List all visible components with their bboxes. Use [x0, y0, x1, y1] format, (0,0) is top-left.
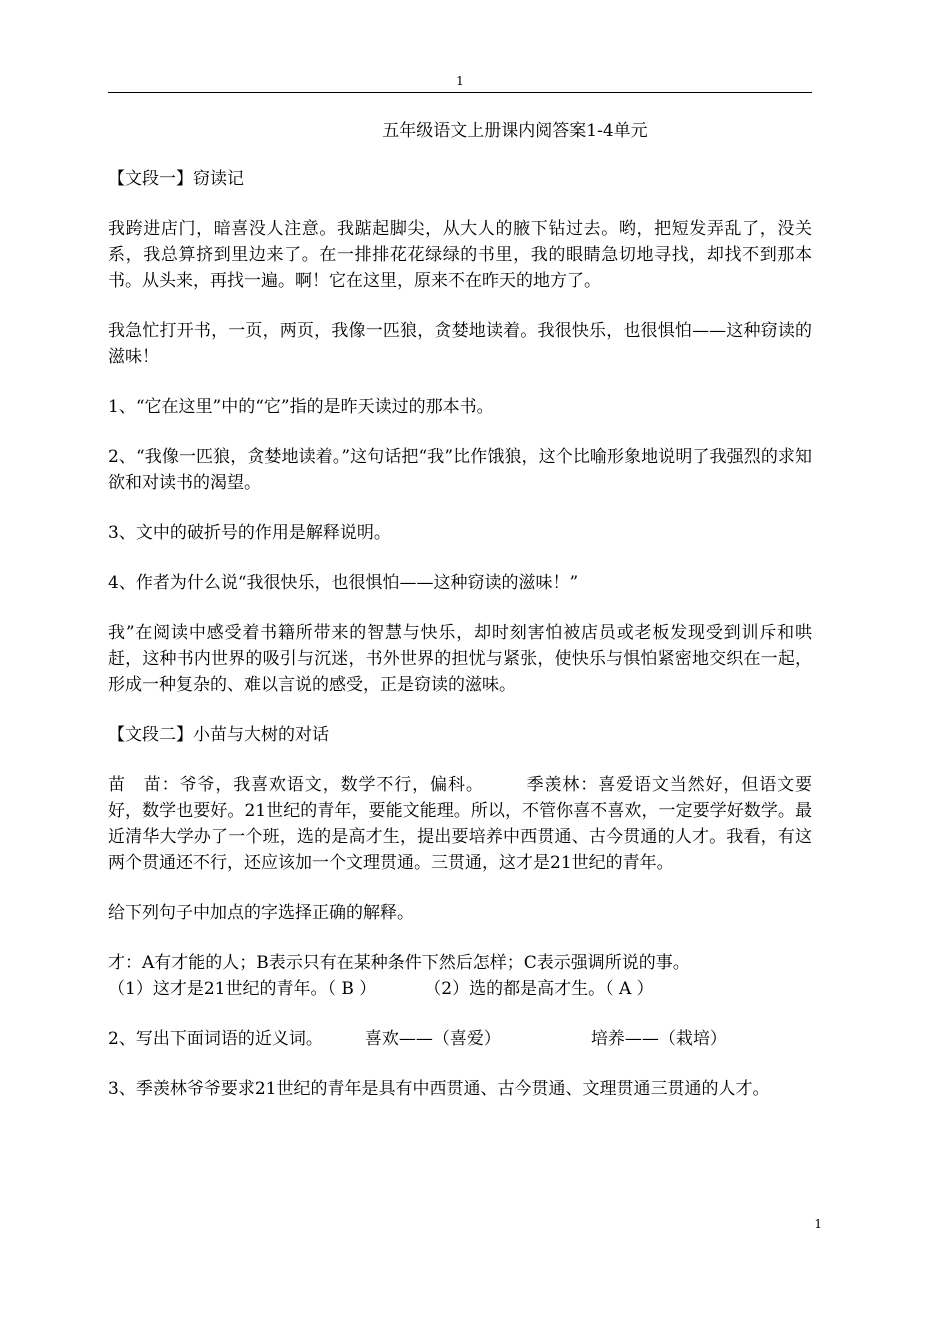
sub-question-2: （2）选的都是高才生。（ A ）: [424, 979, 654, 999]
section2-question-2: [108, 1026, 812, 1052]
section1-question-2: 2、“我像一匹狼，贪婪地读着。”这句话把“我”比作饿狼，这个比喻形象地说明了我强烈的求知欲和对读书的渴望。: [108, 447, 812, 493]
dialogue-jixianlin: 季羡林：喜爱语文当然好，但语文要好，数学也要好。21世纪的青年，要能文能理。所以，不管你喜不喜欢，一定要学好数学。最近清华大学办了一个班，选的是高才生，提出要培养中西贯通、古今贯通的人才。我看，有这两个贯通还不行，还应该加一个文理贯通。三贯通，这才是21世纪的青年。: [108, 775, 813, 873]
header-divider: [108, 92, 812, 93]
section1-paragraph-1: 我跨进店门，暗喜没人注意。我踮起脚尖，从大人的腋下钻过去。哟，把短发弄乱了，没关系，我总算挤到里边来了。在一排排花花绿绿的书里，我的眼睛急切地寻找，却找不到那本书。从头来，再找一遍。啊！它在这里，原来不在昨天的地方了。: [108, 219, 812, 291]
section1-heading: 【文段一】窃读记: [108, 169, 244, 189]
document-body: [108, 118, 812, 1126]
document-title: 五年级语文上册课内阅答案1-4单元: [382, 121, 648, 141]
section2-question-1-intro: 给下列句子中加点的字选择正确的解释。: [108, 903, 414, 923]
section1-question-1: 1、“它在这里”中的“它”指的是昨天读过的那本书。: [108, 397, 494, 417]
section2-heading: 【文段二】小苗与大树的对话: [108, 725, 329, 745]
footer-page-number: 1: [814, 1217, 822, 1231]
sub-question-1: （1）这才是21世纪的青年。（ B ）: [108, 979, 377, 999]
section1-paragraph-2: 我急忙打开书，一页，两页，我像一匹狼，贪婪地读着。我很快乐，也很惧怕——这种窃读的滋味！: [108, 321, 812, 367]
section1-question-4: 4、作者为什么说“我很快乐，也很惧怕——这种窃读的滋味！”: [108, 573, 579, 593]
dialogue-miaomiao: 苗 苗：爷爷，我喜欢语文，数学不行，偏科。: [108, 775, 484, 795]
synonym-pair-1: 喜欢——（喜爱）: [364, 1029, 501, 1049]
section2-question-1-subitems: [108, 976, 812, 1002]
question-2-label: 2、写出下面词语的近义词。: [108, 1029, 323, 1049]
section2-paragraph-1: [108, 772, 812, 876]
synonym-pair-2: 培养——（栽培）: [590, 1029, 727, 1049]
section1-answer-4: 我”在阅读中感受着书籍所带来的智慧与快乐，却时刻害怕被店员或老板发现受到训斥和哄赶，这种书内世界的吸引与沉迷，书外世界的担忧与紧张，使快乐与惧怕紧密地交织在一起，形成一种复杂的、难以言说的感受，正是窃读的滋味。: [108, 623, 812, 695]
section2-question-1-options: 才：A有才能的人；B表示只有在某种条件下然后怎样；C表示强调所说的事。: [108, 953, 690, 973]
section1-question-3: 3、文中的破折号的作用是解释说明。: [108, 523, 391, 543]
section2-question-3: 3、季羡林爷爷要求21世纪的青年是具有中西贯通、古今贯通、文理贯通三贯通的人才。: [108, 1079, 770, 1099]
header-page-number: 1: [456, 74, 464, 88]
